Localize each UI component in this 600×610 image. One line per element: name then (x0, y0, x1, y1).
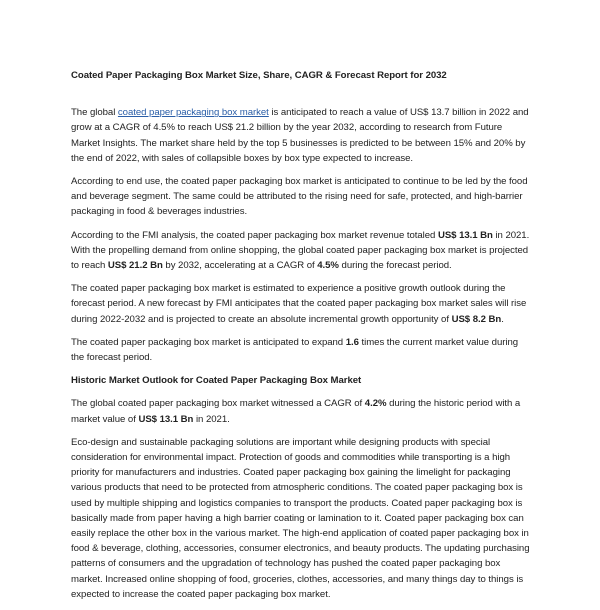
text: . (501, 313, 504, 325)
bold-value: US$ 21.2 Bn (107, 260, 163, 272)
paragraph-eco-design: Eco-design and sustainable packaging solutions are important while designing products with special consideration for environmental impact. Protection of goods and commodities while transporting is a high priority for manufacturers and industries. Coated paper packaging box gaining the limelight for packaging various products that need to be protected from atmospheric conditions. The coated paper packaging box is used by multiple shipping and logistics companies to transport the products. Coated paper packaging box is basically made from paper having a high barrier coating or lamination to it. Coated paper packaging box can easily replace the other box in the various market. The high-end application of coated paper packaging box in food & beverage, clothing, accessories, consumer electronics, and beauty products. The updating purchasing patterns of consumers and the upgradation of technology has pushed the coated paper packaging box market. Increased online shopping of food, groceries, clothes, accessories, and many things day to things is expected to increase the coated paper packaging box market. (71, 436, 530, 600)
text: The coated paper packaging box market is anticipated to expand (71, 336, 346, 348)
bold-value: 4.2% (364, 398, 387, 410)
bold-value: US$ 13.1 Bn (138, 413, 194, 425)
section-heading-historic: Historic Market Outlook for Coated Paper Packaging Box Market (71, 375, 362, 387)
text: in 2021. With the propelling demand from online shopping, the global coated paper packaging box market is projected to reach (71, 229, 530, 272)
paragraph-expansion (71, 335, 533, 365)
document-title: Coated Paper Packaging Box Market Size, Share, CAGR & Forecast Report for 2032 (71, 70, 447, 81)
bold-value: 4.5% (317, 260, 339, 272)
text: during the forecast period. (338, 260, 452, 272)
text: The global (71, 107, 118, 119)
document-page (71, 68, 533, 610)
text: times the current market value during the forecast period. (71, 336, 519, 364)
paragraph-intro (71, 105, 533, 166)
text: by 2032, accelerating at a CAGR of (162, 260, 318, 272)
paragraph-historic (71, 396, 533, 426)
text: The coated paper packaging box market is estimated to experience a positive growth outlook during the forecast period. A new forecast by FMI anticipates that the coated paper packaging box market sales will rise during 2022-2032 and is projected to create an absolute incremental growth opportunity of (71, 283, 527, 325)
text: during the historic period with a market value of (71, 398, 521, 425)
bold-value: 1.6 (345, 336, 359, 348)
paragraph-fmi-analysis (71, 228, 533, 274)
market-report-link[interactable]: coated paper packaging box market (117, 107, 269, 119)
paragraph-growth-outlook (71, 281, 533, 327)
bold-value: US$ 8.2 Bn (451, 313, 502, 325)
text: According to the FMI analysis, the coated paper packaging box market revenue totaled (71, 229, 438, 241)
bold-value: US$ 13.1 Bn (437, 229, 493, 241)
text: is anticipated to reach a value of US$ 13.7 billion in 2022 and grow at a CAGR of 4.5% to reach US$ 21.2 billion by the year 2032, according to research from Future Market Insights. The market share held by the top 5 businesses is predicted to be between 15% and 20% by the end of 2022, with sales of collapsible boxes by box type expected to increase. (71, 107, 529, 164)
text: The global coated paper packaging box market witnessed a CAGR of (71, 398, 365, 410)
text: in 2021. (193, 413, 230, 425)
paragraph-end-use: According to end use, the coated paper packaging box market is anticipated to continue to be led by the food and beverage segment. The same could be attributed to the rising need for safe, protected, and high-barrier packaging in food & beverages industries. (71, 176, 528, 218)
